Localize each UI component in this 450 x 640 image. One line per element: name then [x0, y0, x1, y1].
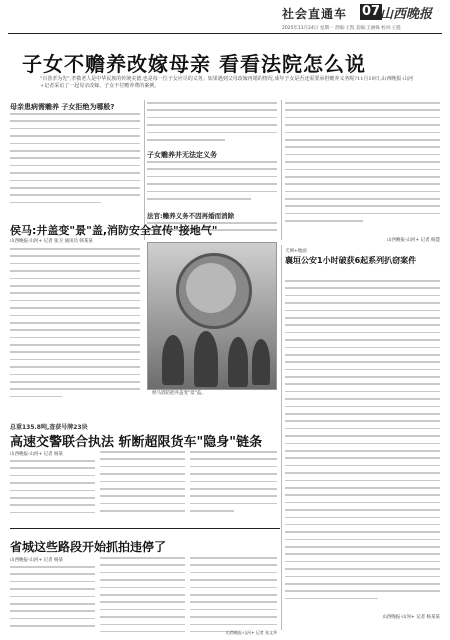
- article3-body: [285, 280, 440, 610]
- article4-credit: 山西晚报·山河+ 记者 杨某: [10, 452, 64, 457]
- article1-signature: 山西晚报·山河+ 记者 杨慧: [386, 238, 440, 243]
- page-number: 07: [362, 4, 381, 19]
- article2-col1: [10, 248, 140, 408]
- article1-headline: 子女不赡养改嫁母亲 看看法院怎么说: [22, 52, 366, 76]
- article1-col2a: [147, 102, 277, 150]
- article5-col3: [190, 557, 277, 632]
- section-title: 社会直通车: [282, 7, 348, 21]
- dateline: 2025年11月24日 星期一 责编:王凯 美编:王丽姝 校对:王挺: [282, 26, 401, 31]
- article4-col2: [100, 451, 185, 521]
- article3-signature: 山西晚报·山河+ 记者 杨某某: [382, 615, 440, 620]
- newspaper-name: 山西晚报: [380, 7, 433, 22]
- photo-caption: 侯马消防把井盖变"景"盖。: [152, 391, 206, 396]
- article4-headline: 高速交警联合执法 斩断超限货车"隐身"链条: [10, 435, 263, 450]
- article1-subhead-2: 子女赡养并无法定义务: [147, 151, 217, 159]
- article4-kicker: 总重135.8吨,查获号牌23块: [10, 424, 88, 431]
- article3-kicker: 天网+地面: [285, 249, 307, 254]
- article5-col2: [100, 557, 185, 632]
- article-divider: [10, 528, 280, 529]
- article5-headline: 省城这些路段开始抓拍违停了: [10, 540, 167, 554]
- article1-lead: "百善孝为先",孝敬老人是中华民族的传统美德,也是每一位子女应尽的义务。如果遇到父母改嫁再婚的情况,成年子女是否还需要承担赡养义务呢?11月19日,山西晚报·山河+记者采访了一起母亲改嫁、子女不付赡养费的案例。: [40, 76, 413, 89]
- article1-subhead-1: 母亲患病需赡养 子女拒绝为哪般?: [10, 103, 115, 111]
- article5-col1: [10, 566, 95, 632]
- article3-headline: 襄垣公安1小时破获6起系列扒窃案件: [285, 256, 417, 265]
- article2-headline: 侯马:井盖变"景"盖,消防安全宣传"接地气": [10, 224, 218, 237]
- article1-subhead-3: 法官:赡养义务不因再婚而消除: [147, 212, 235, 220]
- article4-col1: [10, 460, 95, 522]
- article2-credit: 山西晚报·山河+ 记者 张卫 通讯员 韩某某: [10, 239, 93, 244]
- article1-col3: [285, 102, 440, 232]
- article5-signature: 山西晚报·山河+ 记者 张文华: [225, 630, 277, 635]
- column-divider: [144, 100, 145, 240]
- header-rule: [8, 33, 442, 34]
- article5-credit: 山西晚报·山河+ 记者 杨某: [10, 558, 64, 563]
- column-divider: [281, 100, 282, 240]
- article1-col2b: [147, 161, 277, 209]
- manhole-cover-photo: [147, 242, 277, 390]
- article1-col1: [10, 113, 140, 213]
- column-divider: [281, 245, 282, 630]
- article4-col3: [190, 451, 277, 521]
